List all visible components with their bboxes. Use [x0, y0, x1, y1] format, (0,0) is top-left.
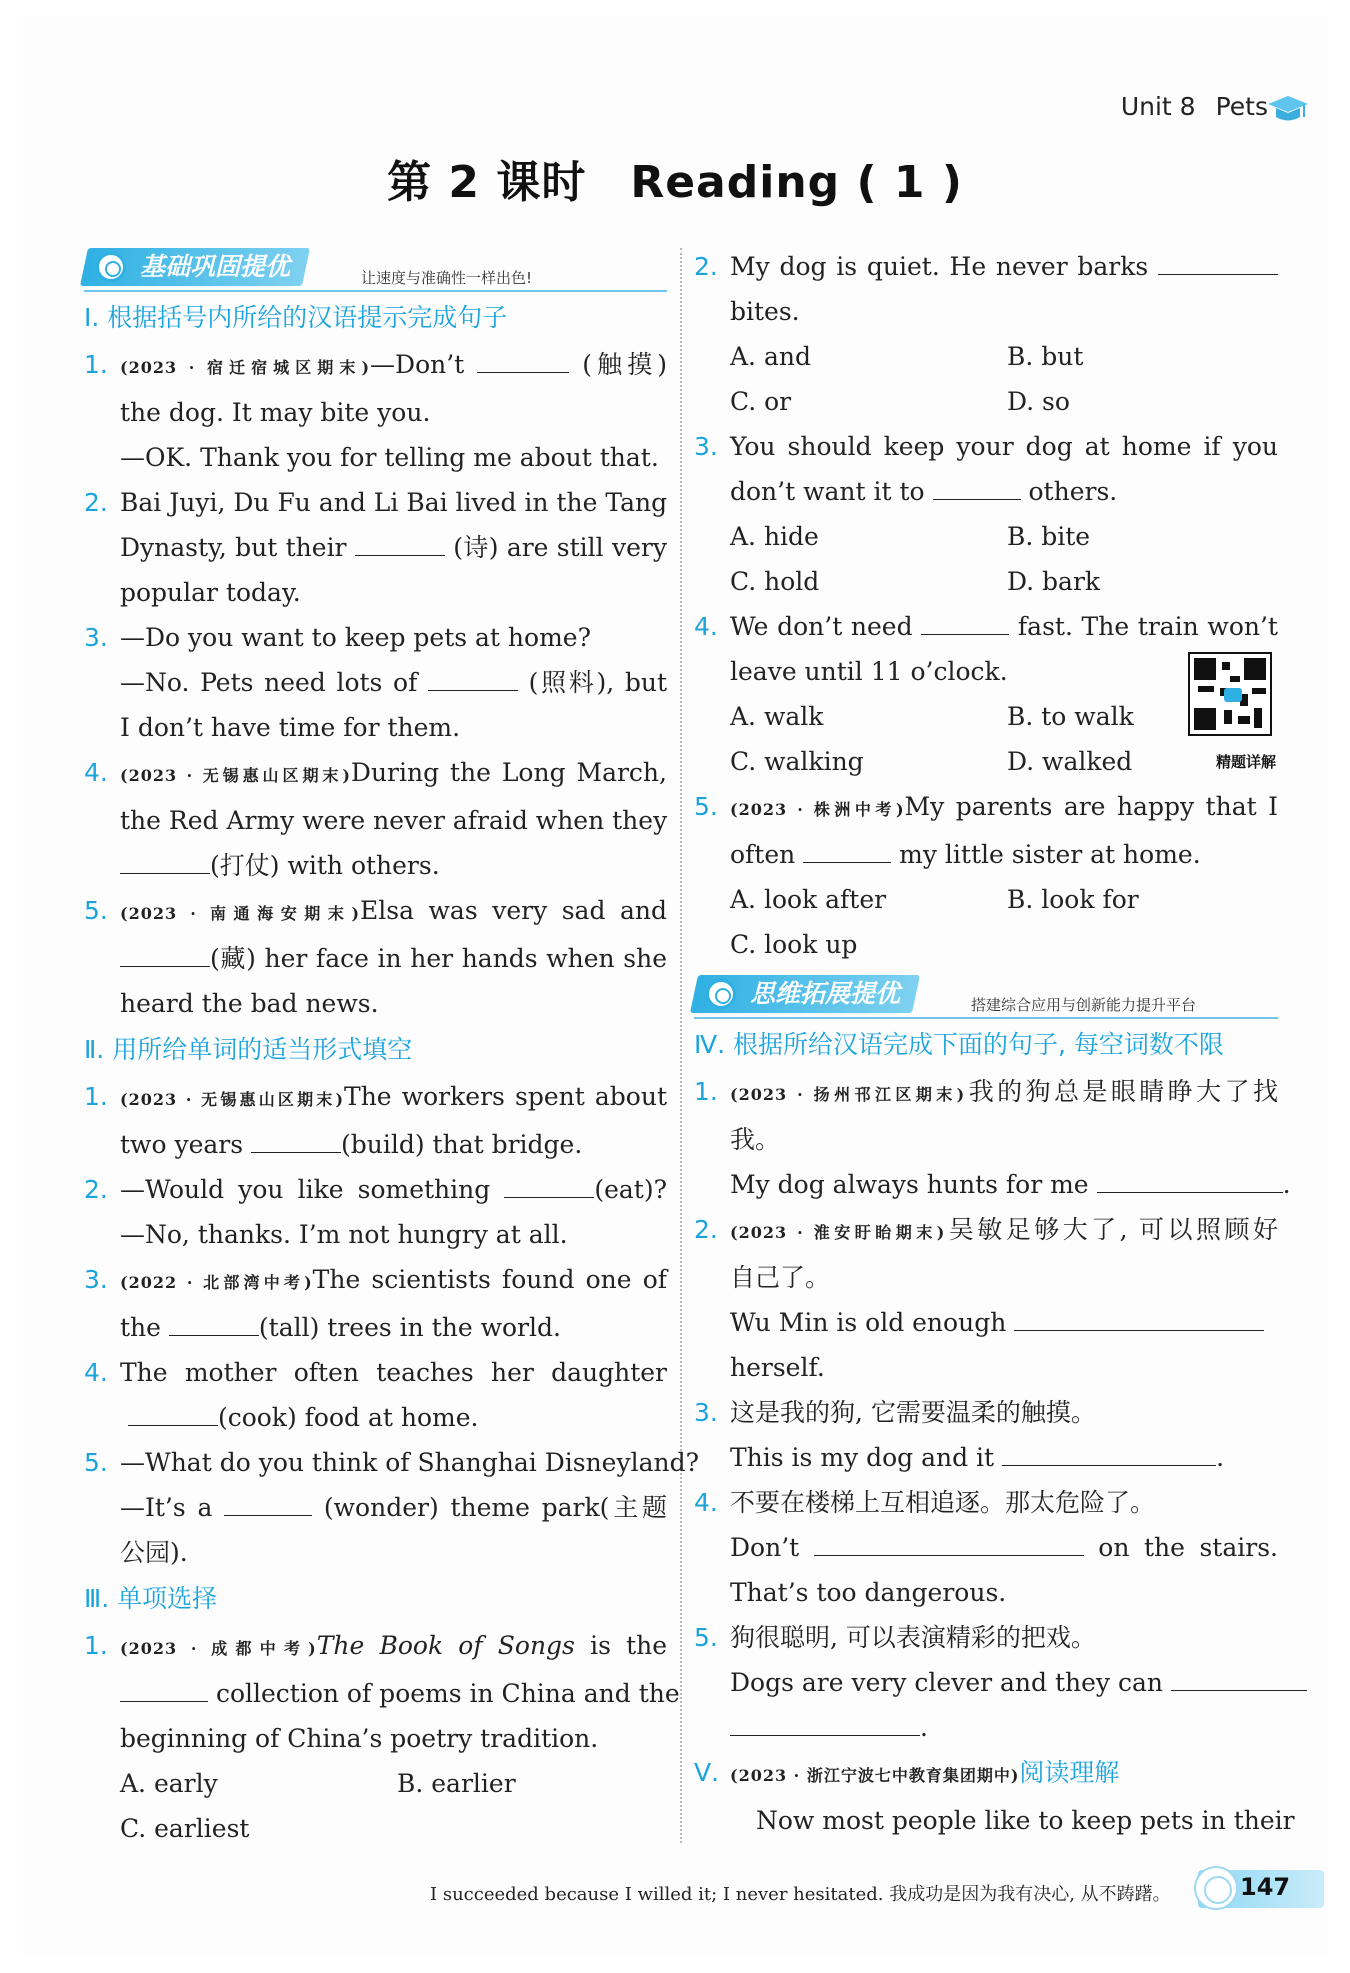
section-5-heading: 阅读理解	[1019, 1758, 1120, 1787]
question-number: 1.	[84, 1631, 108, 1660]
s4-question-4	[694, 1480, 1278, 1615]
question-number: 5.	[84, 896, 108, 925]
banner-basic	[84, 240, 667, 292]
section-5-number: Ⅴ.	[694, 1758, 720, 1787]
option-a[interactable]: A. walk	[730, 702, 824, 731]
q-text: beginning of China’s poetry tradition.	[120, 1724, 599, 1753]
answer-blank[interactable]	[251, 1129, 341, 1153]
book-title: The Book of Songs	[316, 1631, 575, 1660]
q-text: my little sister at home.	[899, 840, 1201, 869]
s4-question-1	[694, 1069, 1278, 1207]
q-text: This is my dog and it	[730, 1443, 995, 1472]
question-number: 3.	[694, 1398, 718, 1427]
question-number: 2.	[694, 1215, 718, 1244]
s1-question-3	[84, 615, 667, 750]
question-source: (2023 · 株洲中考)	[730, 800, 905, 819]
s1-question-4	[84, 750, 667, 888]
option-b[interactable]: B. but	[1007, 342, 1084, 371]
q-text: —Don’t	[370, 350, 465, 379]
s3-question-1	[84, 1623, 680, 1851]
option-c[interactable]: C. earliest	[120, 1814, 250, 1843]
option-b[interactable]: B. to walk	[1007, 702, 1134, 731]
q-text: bites.	[730, 297, 800, 326]
page-number: 147	[1240, 1873, 1291, 1901]
q-text: collection of poems in China and the	[215, 1679, 680, 1708]
s4-question-3: 3. 这是我的狗, 它需要温柔的触摸。 This is my dog and it .	[694, 1390, 1278, 1480]
question-number: 5.	[694, 792, 718, 821]
question-source: (2023 · 成都中考)	[120, 1639, 317, 1658]
options	[730, 334, 1278, 424]
option-c[interactable]: C. hold	[730, 567, 820, 596]
s4-question-2	[694, 1207, 1278, 1390]
page-ornament-icon	[1194, 1866, 1238, 1910]
s4-question-5: 5. 狗很聪明, 可以表演精彩的把戏。 Dogs are very clever and they can .	[694, 1615, 1278, 1750]
s1-question-1	[84, 342, 667, 480]
answer-blank[interactable]	[814, 1532, 1084, 1556]
option-a[interactable]: A. hide	[730, 522, 819, 551]
option-b[interactable]: B. look for	[1007, 885, 1139, 914]
banner-advanced-text: 思维拓展提优	[750, 979, 901, 1008]
q-text: 公园).	[120, 1538, 188, 1567]
option-c[interactable]: C. or	[730, 387, 792, 416]
q-text: the	[120, 1313, 161, 1342]
q-text: Dynasty, but their	[120, 533, 347, 562]
answer-blank[interactable]	[504, 1174, 594, 1198]
q-text: My dog is quiet. He never barks	[730, 252, 1149, 281]
answer-blank[interactable]	[169, 1312, 259, 1336]
s2-question-1	[84, 1074, 667, 1167]
q-text: Bai Juyi, Du Fu and Li Bai lived in the Tang	[120, 488, 668, 517]
q-text: —What do you think of Shanghai Disneyland?	[120, 1448, 699, 1477]
q-text: The mother often teaches her daughter	[120, 1358, 667, 1387]
option-d[interactable]: D. bark	[1007, 567, 1101, 596]
s3-question-5	[694, 784, 1278, 967]
q-text: During the Long March,	[350, 758, 667, 787]
q-text: You should keep your dog at home if you	[730, 432, 1278, 461]
q-text: (tall) trees in the world.	[258, 1313, 561, 1342]
q-text: The scientists found one of	[312, 1265, 667, 1294]
section-4-heading: Ⅳ. 根据所给汉语完成下面的句子, 每空词数不限	[694, 1030, 1224, 1059]
banner-underline	[84, 290, 667, 292]
lesson-name: Reading ( 1 )	[630, 157, 963, 208]
q-text: (触摸)	[582, 350, 668, 379]
question-source: (2022 · 北部湾中考)	[120, 1273, 313, 1292]
answer-blank[interactable]	[224, 1492, 312, 1516]
q-text: two years	[120, 1130, 244, 1159]
option-d[interactable]: D. so	[1007, 387, 1070, 416]
s2-question-2	[84, 1167, 667, 1257]
answer-blank[interactable]	[120, 1678, 208, 1702]
q-text: is the	[590, 1631, 668, 1660]
question-number: 4.	[84, 1358, 108, 1387]
answer-blank[interactable]	[1014, 1307, 1264, 1331]
unit-header	[1121, 92, 1268, 121]
answer-blank[interactable]	[355, 532, 445, 556]
q-text: on the stairs.	[1098, 1533, 1278, 1562]
answer-blank[interactable]	[428, 667, 518, 691]
question-number: 1.	[84, 1082, 108, 1111]
section-1-heading: Ⅰ. 根据括号内所给的汉语提示完成句子	[84, 303, 508, 332]
q-text: leave until 11 o’clock.	[730, 657, 1008, 686]
question-source: (2023 · 南通海安期末)	[120, 904, 361, 923]
q-text: 我的狗总是眼睛睁大了找	[965, 1077, 1278, 1106]
q-text: 我。	[730, 1125, 781, 1154]
q-text: often	[730, 840, 796, 869]
q-text: 狗很聪明, 可以表演精彩的把戏。	[730, 1623, 1096, 1652]
right-column	[694, 240, 1295, 1843]
question-source: (2023 · 无锡惠山区期末)	[120, 766, 351, 785]
q-text: That’s too dangerous.	[730, 1578, 1007, 1607]
question-number: 4.	[84, 758, 108, 787]
q-text: The workers spent about	[344, 1082, 667, 1111]
q-text: others.	[1028, 477, 1118, 506]
question-source: (2023 · 浙江宁波七中教育集团期中)	[730, 1766, 1020, 1785]
column-divider	[680, 248, 682, 1843]
s3-question-2	[694, 244, 1278, 424]
section-3-heading: Ⅲ. 单项选择	[84, 1584, 218, 1613]
answer-blank[interactable]	[1097, 1169, 1283, 1193]
q-text: heard the bad news.	[120, 989, 379, 1018]
q-text: (eat)?	[594, 1175, 667, 1204]
options	[730, 877, 1278, 967]
question-number: 3.	[84, 1265, 108, 1294]
q-text: —Do you want to keep pets at home?	[120, 623, 591, 652]
option-a[interactable]: A. and	[730, 342, 811, 371]
question-number: 4.	[694, 1488, 718, 1517]
q-text: —No. Pets need lots of	[120, 668, 418, 697]
q-text: (藏) her face in her hands when she	[210, 944, 667, 973]
question-number: 1.	[84, 350, 108, 379]
q-text: We don’t need	[730, 612, 913, 641]
banner-basic-slogan: 让速度与准确性一样出色!	[361, 269, 533, 287]
q-text: popular today.	[120, 578, 301, 607]
q-text: 吴敏足够大了, 可以照顾好	[945, 1215, 1278, 1244]
s2-question-5	[84, 1440, 699, 1575]
question-number: 3.	[84, 623, 108, 652]
target-icon	[96, 252, 126, 282]
answer-blank[interactable]	[730, 1712, 920, 1736]
option-a[interactable]: A. early	[120, 1769, 218, 1798]
question-source: (2023 · 无锡惠山区期末)	[120, 1090, 345, 1109]
q-text: —OK. Thank you for telling me about that.	[120, 443, 659, 472]
question-number: 2.	[694, 252, 718, 281]
lesson-number: 第 2 课时	[387, 157, 587, 208]
section-2-heading: Ⅱ. 用所给单词的适当形式填空	[84, 1035, 413, 1064]
q-text: Don’t	[730, 1533, 800, 1562]
s3-question-3	[694, 424, 1278, 604]
page-title	[0, 146, 1350, 210]
question-source: (2023 · 扬州邗江区期末)	[730, 1085, 966, 1104]
q-text: (诗) are still very	[453, 533, 668, 562]
q-text: herself.	[730, 1353, 825, 1382]
banner-advanced	[694, 967, 1278, 1019]
q-text: I don’t have time for them.	[120, 713, 461, 742]
answer-blank[interactable]	[933, 476, 1021, 500]
q-text: (打仗) with others.	[210, 851, 440, 880]
options	[120, 1761, 667, 1851]
question-source: (2023 · 淮安盱眙期末)	[730, 1223, 946, 1242]
unit-label: Unit 8	[1120, 92, 1196, 121]
q-text: Dogs are very clever and they can	[730, 1668, 1163, 1697]
q-text: My dog always hunts for me	[730, 1170, 1089, 1199]
banner-advanced-slogan: 搭建综合应用与创新能力提升平台	[971, 996, 1197, 1014]
s1-question-2	[84, 480, 667, 615]
q-text: the Red Army were never afraid when they	[120, 806, 668, 835]
options	[730, 514, 1278, 604]
q-text: —Would you like something	[120, 1175, 491, 1204]
q-text: —No, thanks. I’m not hungry at all.	[120, 1220, 568, 1249]
option-c[interactable]: C. walking	[730, 747, 864, 776]
answer-blank[interactable]	[120, 943, 210, 967]
answer-blank[interactable]	[477, 349, 569, 373]
option-c[interactable]: C. look up	[730, 930, 858, 959]
q-text: the dog. It may bite you.	[120, 398, 431, 427]
question-number: 2.	[84, 1175, 108, 1204]
s1-question-5	[84, 888, 667, 1026]
question-number: 4.	[694, 612, 718, 641]
banner-basic-text: 基础巩固提优	[140, 252, 291, 281]
s2-question-4	[84, 1350, 667, 1440]
q-text: (wonder) theme park(主题	[323, 1493, 668, 1522]
question-number: 5.	[84, 1448, 108, 1477]
q-text: Wu Min is old enough	[730, 1308, 1007, 1337]
q-text: (cook) food at home.	[217, 1403, 479, 1432]
qr-caption: 精题详解	[1215, 753, 1276, 771]
q-text: 不要在楼梯上互相追逐。那太危险了。	[730, 1488, 1156, 1517]
q-text: don’t want it to	[730, 477, 925, 506]
question-number: 1.	[694, 1077, 718, 1106]
q-text: My parents are happy that I	[904, 792, 1278, 821]
q-text: 这是我的狗, 它需要温柔的触摸。	[730, 1398, 1096, 1427]
q-text: 自己了。	[730, 1263, 831, 1292]
s2-question-3	[84, 1257, 667, 1350]
answer-blank[interactable]	[803, 839, 891, 863]
question-source: (2023 · 宿迁宿城区期末)	[120, 358, 371, 377]
answer-blank[interactable]	[921, 611, 1009, 635]
option-a[interactable]: A. look after	[730, 885, 887, 914]
q-text: (build) that bridge.	[341, 1130, 583, 1159]
q-text: —It’s a	[120, 1493, 213, 1522]
answer-blank[interactable]	[120, 850, 210, 874]
unit-topic: Pets	[1215, 92, 1268, 121]
banner-underline	[694, 1017, 1278, 1019]
q-text: Elsa was very sad and	[360, 896, 667, 925]
option-d[interactable]: D. walked	[1007, 747, 1133, 776]
options	[730, 694, 1170, 784]
option-b[interactable]: B. bite	[1007, 522, 1091, 551]
graduation-cap-icon	[1266, 90, 1310, 126]
gear-icon	[706, 979, 736, 1009]
footer-quote: I succeeded because I willed it; I never hesitated. 我成功是因为我有决心, 从不踌躇。	[430, 1884, 1171, 1905]
question-number: 2.	[84, 488, 108, 517]
q-text: (照料), but	[528, 668, 667, 697]
qr-code-icon[interactable]	[1188, 652, 1272, 736]
answer-blank[interactable]	[1002, 1442, 1216, 1466]
left-column	[84, 240, 699, 1851]
option-b[interactable]: B. earlier	[397, 1769, 516, 1798]
question-number: 5.	[694, 1623, 718, 1652]
section-5	[694, 1750, 1295, 1843]
answer-blank[interactable]	[1171, 1667, 1307, 1691]
answer-blank[interactable]	[1158, 251, 1278, 275]
answer-blank[interactable]	[128, 1402, 218, 1426]
question-number: 3.	[694, 432, 718, 461]
q-text: fast. The train won’t	[1017, 612, 1278, 641]
q-text: Now most people like to keep pets in their	[756, 1806, 1295, 1835]
